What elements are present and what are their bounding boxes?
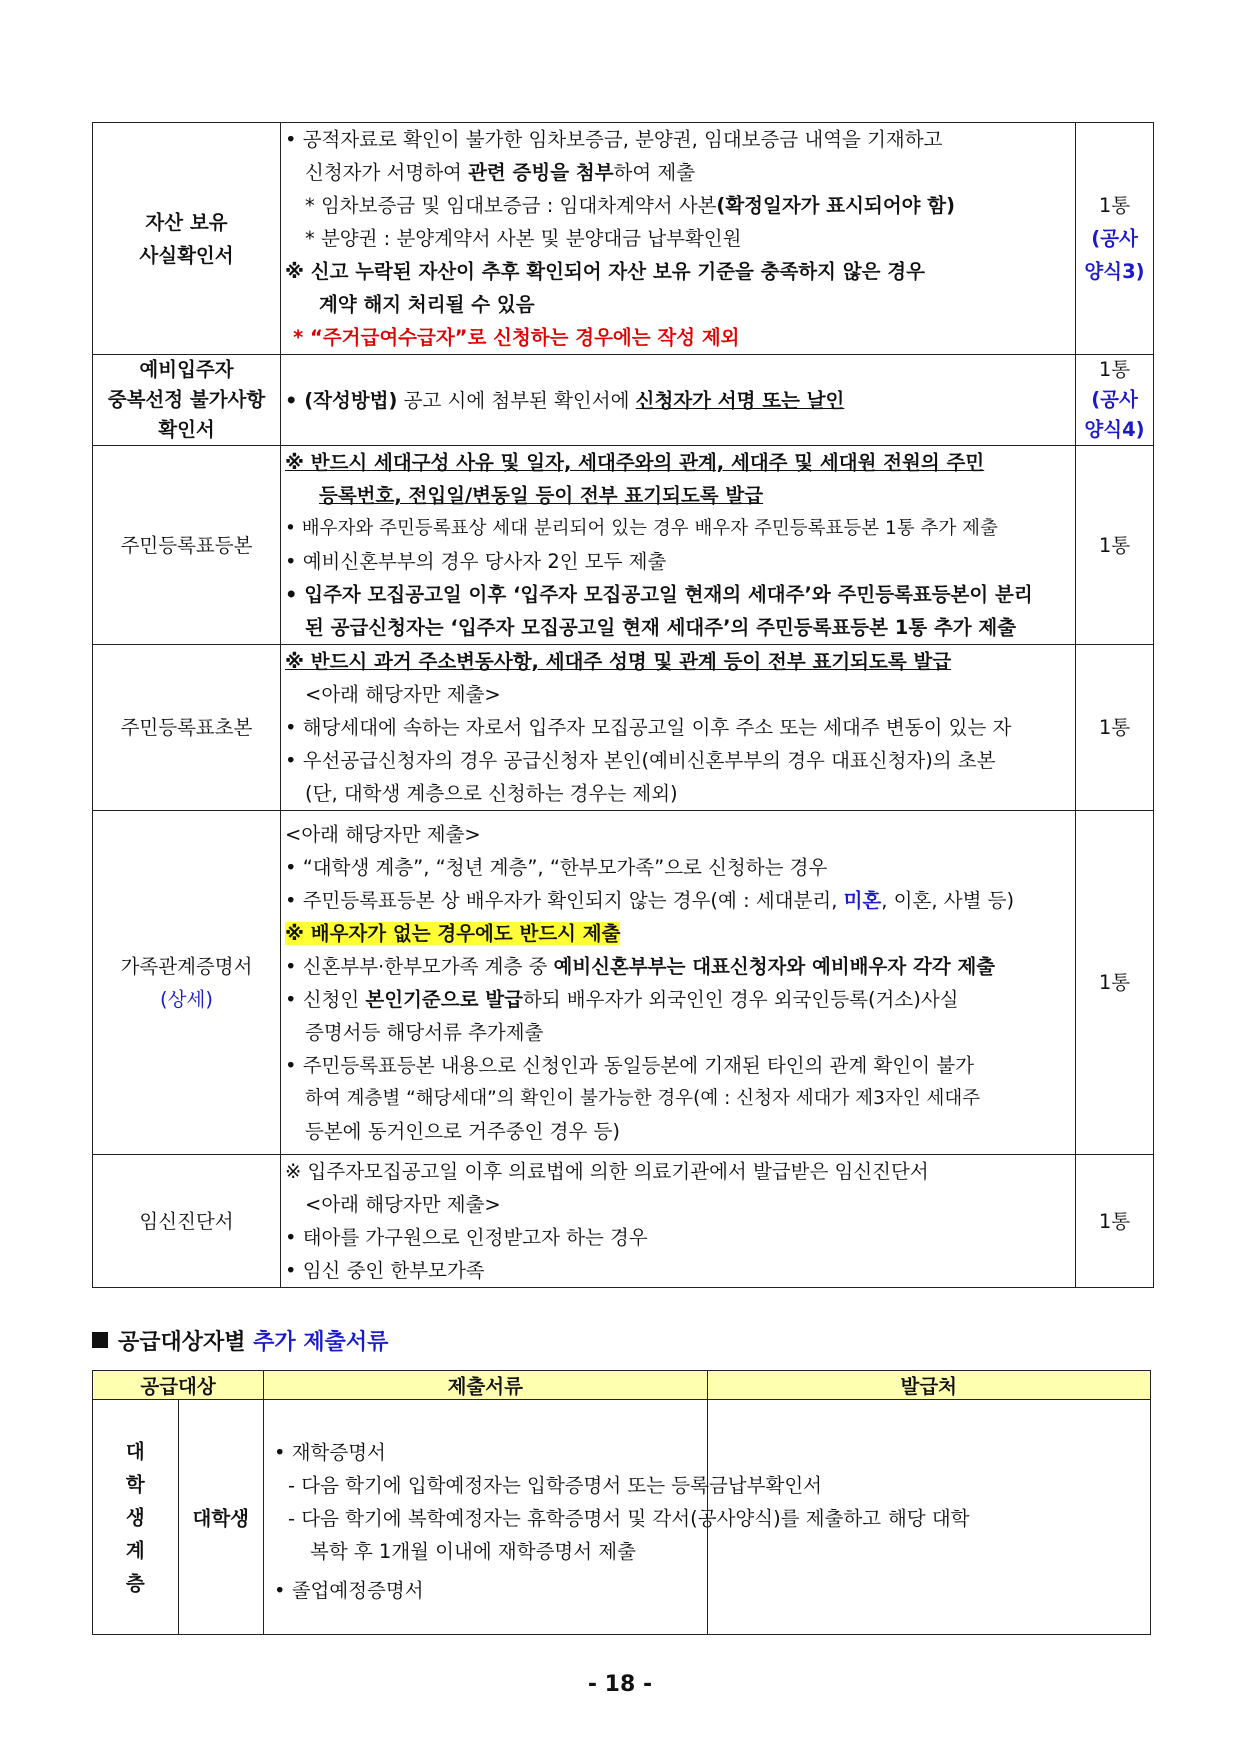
description-line: * 임차보증금 및 임대보증금 : 임대차계약서 사본(확정일자가 표시되어야 함) xyxy=(305,194,956,217)
description-line: • 재학증명서 xyxy=(274,1440,386,1464)
description-line: <아래 해당자만 제출> xyxy=(285,822,481,846)
document-name: 자산 보유 xyxy=(145,210,228,234)
category-char: 학 xyxy=(125,1472,145,1496)
description-line: • 주민등록표등본 상 배우자가 확인되지 않는 경우(예 : 세대분리, 미혼, 이혼, 사별 등) xyxy=(285,888,1015,912)
table-row xyxy=(93,446,1154,645)
document-description-cell xyxy=(281,1155,1076,1288)
emphasis-text: (확정일자가 표시되어야 함) xyxy=(716,194,956,217)
document-description-cell xyxy=(281,446,1076,645)
description-line: 하여 계층별 “해당세대”의 확인이 불가능한 경우(예 : 신청자 세대가 제3자인 세대주 xyxy=(305,1087,981,1109)
form-reference: 양식3) xyxy=(1084,260,1145,283)
quantity: 1통 xyxy=(1098,1209,1131,1233)
quantity: 1통 xyxy=(1098,971,1131,994)
description-line: • 신청인 본인기준으로 발급하되 배우자가 외국인인 경우 외국인등록(거소)사실 xyxy=(285,987,959,1011)
document-name: 중복선정 불가사항 xyxy=(107,388,266,411)
description-line: • 졸업예정증명서 xyxy=(274,1578,424,1602)
category-char: 계 xyxy=(125,1538,145,1562)
quantity-cell xyxy=(1076,355,1154,446)
column-header: 공급대상 xyxy=(93,1371,264,1400)
description-line: - 다음 학기에 입학예정자는 입학증명서 또는 등록금납부확인서 xyxy=(288,1473,822,1497)
description-line: (단, 대학생 계층으로 신청하는 경우는 제외) xyxy=(305,782,678,805)
emphasis-text: 본인기준으로 발급 xyxy=(365,987,523,1011)
document-name-cell xyxy=(93,1155,281,1288)
description-line: 증명서등 해당서류 추가제출 xyxy=(305,1020,544,1044)
document-name: 임신진단서 xyxy=(139,1209,234,1233)
description-line: • 주민등록표등본 내용으로 신청인과 동일등본에 기재된 타인의 관계 확인이 불가 xyxy=(285,1053,974,1077)
emphasis-text: 미혼 xyxy=(843,888,882,912)
table-row xyxy=(93,1400,1151,1635)
documents-cell xyxy=(264,1400,882,1635)
description-line: 등본에 동거인으로 거주중인 경우 등) xyxy=(305,1119,620,1143)
description-line: • 해당세대에 속하는 자로서 입주자 모집공고일 이후 주소 또는 세대주 변동이 있는 자 xyxy=(285,716,1012,739)
document-name-cell xyxy=(93,811,281,1155)
document-description-cell xyxy=(281,645,1076,811)
table-row xyxy=(93,1155,1154,1288)
form-reference: 양식4) xyxy=(1084,418,1145,441)
description-line: • 공적자료로 확인이 불가한 임차보증금, 분양권, 임대보증금 내역을 기재하고 xyxy=(285,128,943,151)
emphasis-text: 신청자가 서명 또는 날인 xyxy=(635,388,845,412)
table-header-row xyxy=(93,1371,1151,1400)
document-name: 확인서 xyxy=(158,418,215,441)
description-line: • 배우자와 주민등록표상 세대 분리되어 있는 경우 배우자 주민등록표등본 1통 추가 제출 xyxy=(285,518,998,539)
document-name-cell xyxy=(93,446,281,645)
description-line: • 임신 중인 한부모가족 xyxy=(285,1259,485,1282)
table-row xyxy=(93,645,1154,811)
description-line: <아래 해당자만 제출> xyxy=(305,1193,501,1216)
table-row xyxy=(93,355,1154,446)
description-line: • 우선공급신청자의 경우 공급신청자 본인(예비신혼부부의 경우 대표신청자)의 초본 xyxy=(285,749,996,772)
document-description-cell xyxy=(281,355,1076,446)
warning-note: 계약 해지 처리될 수 있음 xyxy=(319,293,535,316)
square-bullet-icon xyxy=(92,1332,108,1348)
quantity: 1통 xyxy=(1098,358,1131,381)
document-name: 주민등록표초본 xyxy=(120,716,253,739)
description-line xyxy=(285,917,1075,950)
highlighted-note: ※ 배우자가 없는 경우에도 반드시 제출 xyxy=(285,921,621,945)
description-line: 복학 후 1개월 이내에 재학증명서 제출 xyxy=(310,1539,636,1563)
subcategory-cell: 대학생 xyxy=(178,1400,264,1635)
category-char: 대 xyxy=(125,1439,145,1463)
description-line: - 다음 학기에 복학예정자는 휴학증명서 및 각서(공사양식)를 제출하고 xyxy=(288,1506,882,1530)
document-name: 예비입주자 xyxy=(139,358,234,381)
description-line: 신청자가 서명하여 관련 증빙을 첨부하여 제출 xyxy=(305,161,696,184)
description-line: <아래 해당자만 제출> xyxy=(305,683,501,706)
description-line: • 예비신혼부부의 경우 당사자 2인 모두 제출 xyxy=(285,550,667,573)
section-title-accent: 추가 제출서류 xyxy=(253,1330,389,1355)
section-heading xyxy=(92,1325,388,1356)
document-description-cell xyxy=(281,123,1076,355)
issuer-cell: 해당 대학 xyxy=(707,1400,1151,1635)
section-title: 공급대상자별 xyxy=(118,1330,254,1355)
exclusion-note: * “주거급여수급자”로 신청하는 경우에는 작성 제외 xyxy=(293,326,740,349)
column-header: 제출서류 xyxy=(264,1371,708,1400)
warning-note: ※ 신고 누락된 자산이 추후 확인되어 자산 보유 기준을 충족하지 않은 경우 xyxy=(285,260,925,283)
quantity: 1통 xyxy=(1098,194,1131,217)
warning-note: ※ 반드시 세대구성 사유 및 일자, 세대주와의 관계, 세대주 및 세대원 전원의 주민 xyxy=(285,451,985,474)
document-description-cell xyxy=(281,811,1076,1155)
description-line: ※ 입주자모집공고일 이후 의료법에 의한 의료기관에서 발급받은 임신진단서 xyxy=(285,1160,929,1183)
warning-note: ※ 반드시 과거 주소변동사항, 세대주 성명 및 관계 등이 전부 표기되도록 발급 xyxy=(285,650,952,673)
description-line: • 태아를 가구원으로 인정받고자 하는 경우 xyxy=(285,1226,648,1249)
description-line: • (작성방법) 공고 시에 첨부된 확인서에 신청자가 서명 또는 날인 xyxy=(285,388,845,412)
emphasis-text: 관련 증빙을 첨부 xyxy=(468,161,614,184)
document-name: 주민등록표등본 xyxy=(120,533,253,557)
description-line: * 분양권 : 분양계약서 사본 및 분양대금 납부확인원 xyxy=(305,227,742,250)
category-cell xyxy=(93,1400,179,1635)
description-line: 된 공급신청자는 ‘입주자 모집공고일 현재 세대주’의 주민등록표등본 1통 추가 제출 xyxy=(305,616,1017,639)
quantity-cell xyxy=(1076,123,1154,355)
form-reference: (공사 xyxy=(1091,388,1138,411)
quantity-cell xyxy=(1076,446,1154,645)
category-char: 생 xyxy=(125,1505,145,1529)
additional-documents-table xyxy=(92,1370,1151,1635)
column-header: 발급처 xyxy=(707,1371,1151,1400)
page-number: - 18 - xyxy=(587,1672,653,1697)
table-row xyxy=(93,123,1154,355)
document-name: 가족관계증명서 xyxy=(120,954,253,978)
required-documents-table xyxy=(92,122,1154,1288)
form-reference: (공사 xyxy=(1091,227,1138,250)
table-row xyxy=(93,811,1154,1155)
document-name-cell xyxy=(93,645,281,811)
detail-link[interactable]: (상세) xyxy=(160,987,213,1011)
warning-note: 등록번호, 전입일/변동일 등이 전부 표기되도록 발급 xyxy=(319,484,764,507)
quantity-cell xyxy=(1076,645,1154,811)
description-line: • “대학생 계층”, “청년 계층”, “한부모가족”으로 신청하는 경우 xyxy=(285,855,828,879)
description-line: • 신혼부부·한부모가족 계층 중 예비신혼부부는 대표신청자와 예비배우자 각각 제출 xyxy=(285,954,996,978)
document-name: 사실확인서 xyxy=(139,243,234,267)
document-name-cell xyxy=(93,123,281,355)
description-line: • 입주자 모집공고일 이후 ‘입주자 모집공고일 현재의 세대주’와 주민등록표등본이 분리 xyxy=(285,583,1033,606)
quantity-cell xyxy=(1076,811,1154,1155)
quantity: 1통 xyxy=(1098,533,1131,557)
category-char: 층 xyxy=(125,1571,145,1595)
quantity-cell xyxy=(1076,1155,1154,1288)
emphasis-text: 예비신혼부부는 대표신청자와 예비배우자 각각 제출 xyxy=(553,954,996,978)
document-name-cell xyxy=(93,355,281,446)
quantity: 1통 xyxy=(1098,716,1131,739)
